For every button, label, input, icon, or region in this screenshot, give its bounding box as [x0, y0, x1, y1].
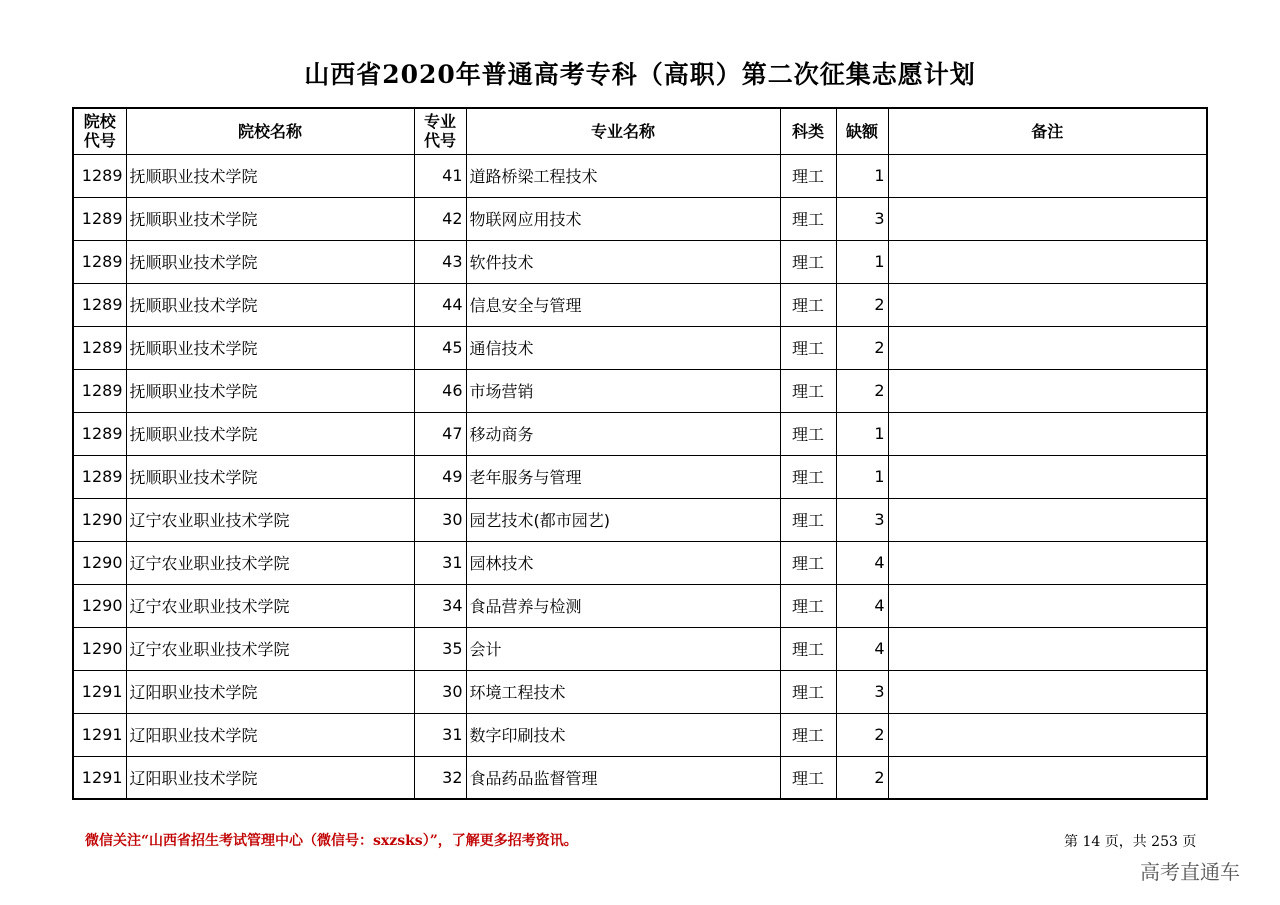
cell-note: [888, 756, 1207, 799]
cell-category: 理工: [780, 756, 836, 799]
header-row: [73, 108, 1207, 154]
cell-category: 理工: [780, 326, 836, 369]
cell-quota: 2: [836, 326, 888, 369]
cell-note: [888, 283, 1207, 326]
cell-school-code: 1289: [73, 240, 126, 283]
cell-major-code: 30: [414, 498, 466, 541]
header-school-name: 院校名称: [126, 108, 414, 154]
cell-school-code: 1289: [73, 197, 126, 240]
cell-school-name: 抚顺职业技术学院: [126, 455, 414, 498]
table-body: [73, 154, 1207, 799]
cell-quota: 4: [836, 541, 888, 584]
watermark: 高考直通车: [1140, 860, 1240, 884]
cell-school-name: 辽宁农业职业技术学院: [126, 541, 414, 584]
cell-school-name: 辽宁农业职业技术学院: [126, 584, 414, 627]
cell-major-name: 数字印刷技术: [466, 713, 780, 756]
cell-school-name: 抚顺职业技术学院: [126, 412, 414, 455]
cell-major-code: 41: [414, 154, 466, 197]
cell-quota: 2: [836, 283, 888, 326]
cell-major-code: 35: [414, 627, 466, 670]
table-row: [73, 455, 1207, 498]
plan-table: [72, 107, 1208, 800]
cell-quota: 1: [836, 412, 888, 455]
cell-category: 理工: [780, 670, 836, 713]
cell-quota: 4: [836, 584, 888, 627]
cell-major-name: 通信技术: [466, 326, 780, 369]
table-row: [73, 326, 1207, 369]
cell-quota: 3: [836, 670, 888, 713]
cell-category: 理工: [780, 154, 836, 197]
cell-school-code: 1289: [73, 369, 126, 412]
cell-category: 理工: [780, 455, 836, 498]
cell-major-name: 道路桥梁工程技术: [466, 154, 780, 197]
cell-school-code: 1290: [73, 541, 126, 584]
table-row: [73, 756, 1207, 799]
cell-category: 理工: [780, 283, 836, 326]
cell-school-name: 抚顺职业技术学院: [126, 154, 414, 197]
cell-school-code: 1289: [73, 283, 126, 326]
page-info: 第 14 页，共 253 页: [1064, 834, 1197, 850]
cell-school-name: 辽阳职业技术学院: [126, 670, 414, 713]
cell-major-name: 软件技术: [466, 240, 780, 283]
cell-category: 理工: [780, 240, 836, 283]
cell-note: [888, 713, 1207, 756]
cell-quota: 2: [836, 713, 888, 756]
cell-note: [888, 412, 1207, 455]
cell-school-code: 1291: [73, 670, 126, 713]
table-row: [73, 541, 1207, 584]
cell-note: [888, 197, 1207, 240]
cell-category: 理工: [780, 584, 836, 627]
cell-quota: 3: [836, 197, 888, 240]
cell-school-code: 1289: [73, 412, 126, 455]
footer-notice: 微信关注“山西省招生考试管理中心（微信号：sxzsks）”，了解更多招考资讯。: [85, 833, 578, 849]
cell-major-name: 信息安全与管理: [466, 283, 780, 326]
table-row: [73, 412, 1207, 455]
cell-school-code: 1289: [73, 154, 126, 197]
table-row: [73, 713, 1207, 756]
table-row: [73, 197, 1207, 240]
cell-category: 理工: [780, 541, 836, 584]
cell-major-code: 47: [414, 412, 466, 455]
table-row: [73, 584, 1207, 627]
cell-school-name: 辽宁农业职业技术学院: [126, 627, 414, 670]
cell-note: [888, 584, 1207, 627]
cell-quota: 1: [836, 154, 888, 197]
header-quota: 缺额: [836, 108, 888, 154]
cell-quota: 2: [836, 369, 888, 412]
cell-note: [888, 541, 1207, 584]
cell-major-code: 42: [414, 197, 466, 240]
cell-category: 理工: [780, 197, 836, 240]
table-row: [73, 240, 1207, 283]
cell-major-code: 49: [414, 455, 466, 498]
cell-major-code: 30: [414, 670, 466, 713]
cell-major-code: 34: [414, 584, 466, 627]
cell-school-name: 辽阳职业技术学院: [126, 756, 414, 799]
cell-school-code: 1290: [73, 584, 126, 627]
cell-category: 理工: [780, 627, 836, 670]
header-note: 备注: [888, 108, 1207, 154]
cell-school-name: 辽宁农业职业技术学院: [126, 498, 414, 541]
cell-note: [888, 627, 1207, 670]
cell-school-name: 抚顺职业技术学院: [126, 240, 414, 283]
cell-quota: 1: [836, 455, 888, 498]
table-row: [73, 283, 1207, 326]
table-row: [73, 154, 1207, 197]
cell-note: [888, 154, 1207, 197]
cell-category: 理工: [780, 369, 836, 412]
cell-major-code: 32: [414, 756, 466, 799]
cell-major-name: 环境工程技术: [466, 670, 780, 713]
cell-major-name: 市场营销: [466, 369, 780, 412]
cell-major-name: 老年服务与管理: [466, 455, 780, 498]
cell-note: [888, 455, 1207, 498]
header-major-name: 专业名称: [466, 108, 780, 154]
page-title: 山西省2020年普通高考专科（高职）第二次征集志愿计划: [304, 60, 976, 89]
table-row: [73, 670, 1207, 713]
cell-major-code: 45: [414, 326, 466, 369]
header-category: 科类: [780, 108, 836, 154]
cell-note: [888, 240, 1207, 283]
cell-school-code: 1291: [73, 713, 126, 756]
cell-note: [888, 498, 1207, 541]
cell-note: [888, 326, 1207, 369]
table-row: [73, 627, 1207, 670]
table-row: [73, 369, 1207, 412]
cell-quota: 3: [836, 498, 888, 541]
cell-major-name: 食品营养与检测: [466, 584, 780, 627]
cell-category: 理工: [780, 713, 836, 756]
table-row: [73, 498, 1207, 541]
cell-school-code: 1290: [73, 498, 126, 541]
cell-quota: 4: [836, 627, 888, 670]
cell-major-name: 物联网应用技术: [466, 197, 780, 240]
header-school-code: 院校代号: [73, 108, 126, 154]
cell-quota: 1: [836, 240, 888, 283]
cell-major-name: 食品药品监督管理: [466, 756, 780, 799]
cell-major-name: 会计: [466, 627, 780, 670]
cell-major-name: 移动商务: [466, 412, 780, 455]
cell-category: 理工: [780, 412, 836, 455]
cell-school-name: 抚顺职业技术学院: [126, 283, 414, 326]
cell-quota: 2: [836, 756, 888, 799]
cell-major-code: 31: [414, 541, 466, 584]
cell-school-code: 1291: [73, 756, 126, 799]
cell-major-name: 园艺技术(都市园艺): [466, 498, 780, 541]
cell-school-code: 1290: [73, 627, 126, 670]
cell-major-code: 44: [414, 283, 466, 326]
cell-note: [888, 369, 1207, 412]
cell-major-name: 园林技术: [466, 541, 780, 584]
cell-note: [888, 670, 1207, 713]
cell-major-code: 43: [414, 240, 466, 283]
cell-school-code: 1289: [73, 455, 126, 498]
header-major-code: 专业代号: [414, 108, 466, 154]
cell-school-name: 抚顺职业技术学院: [126, 369, 414, 412]
cell-school-name: 辽阳职业技术学院: [126, 713, 414, 756]
cell-major-code: 31: [414, 713, 466, 756]
cell-major-code: 46: [414, 369, 466, 412]
cell-category: 理工: [780, 498, 836, 541]
cell-school-name: 抚顺职业技术学院: [126, 197, 414, 240]
cell-school-code: 1289: [73, 326, 126, 369]
cell-school-name: 抚顺职业技术学院: [126, 326, 414, 369]
